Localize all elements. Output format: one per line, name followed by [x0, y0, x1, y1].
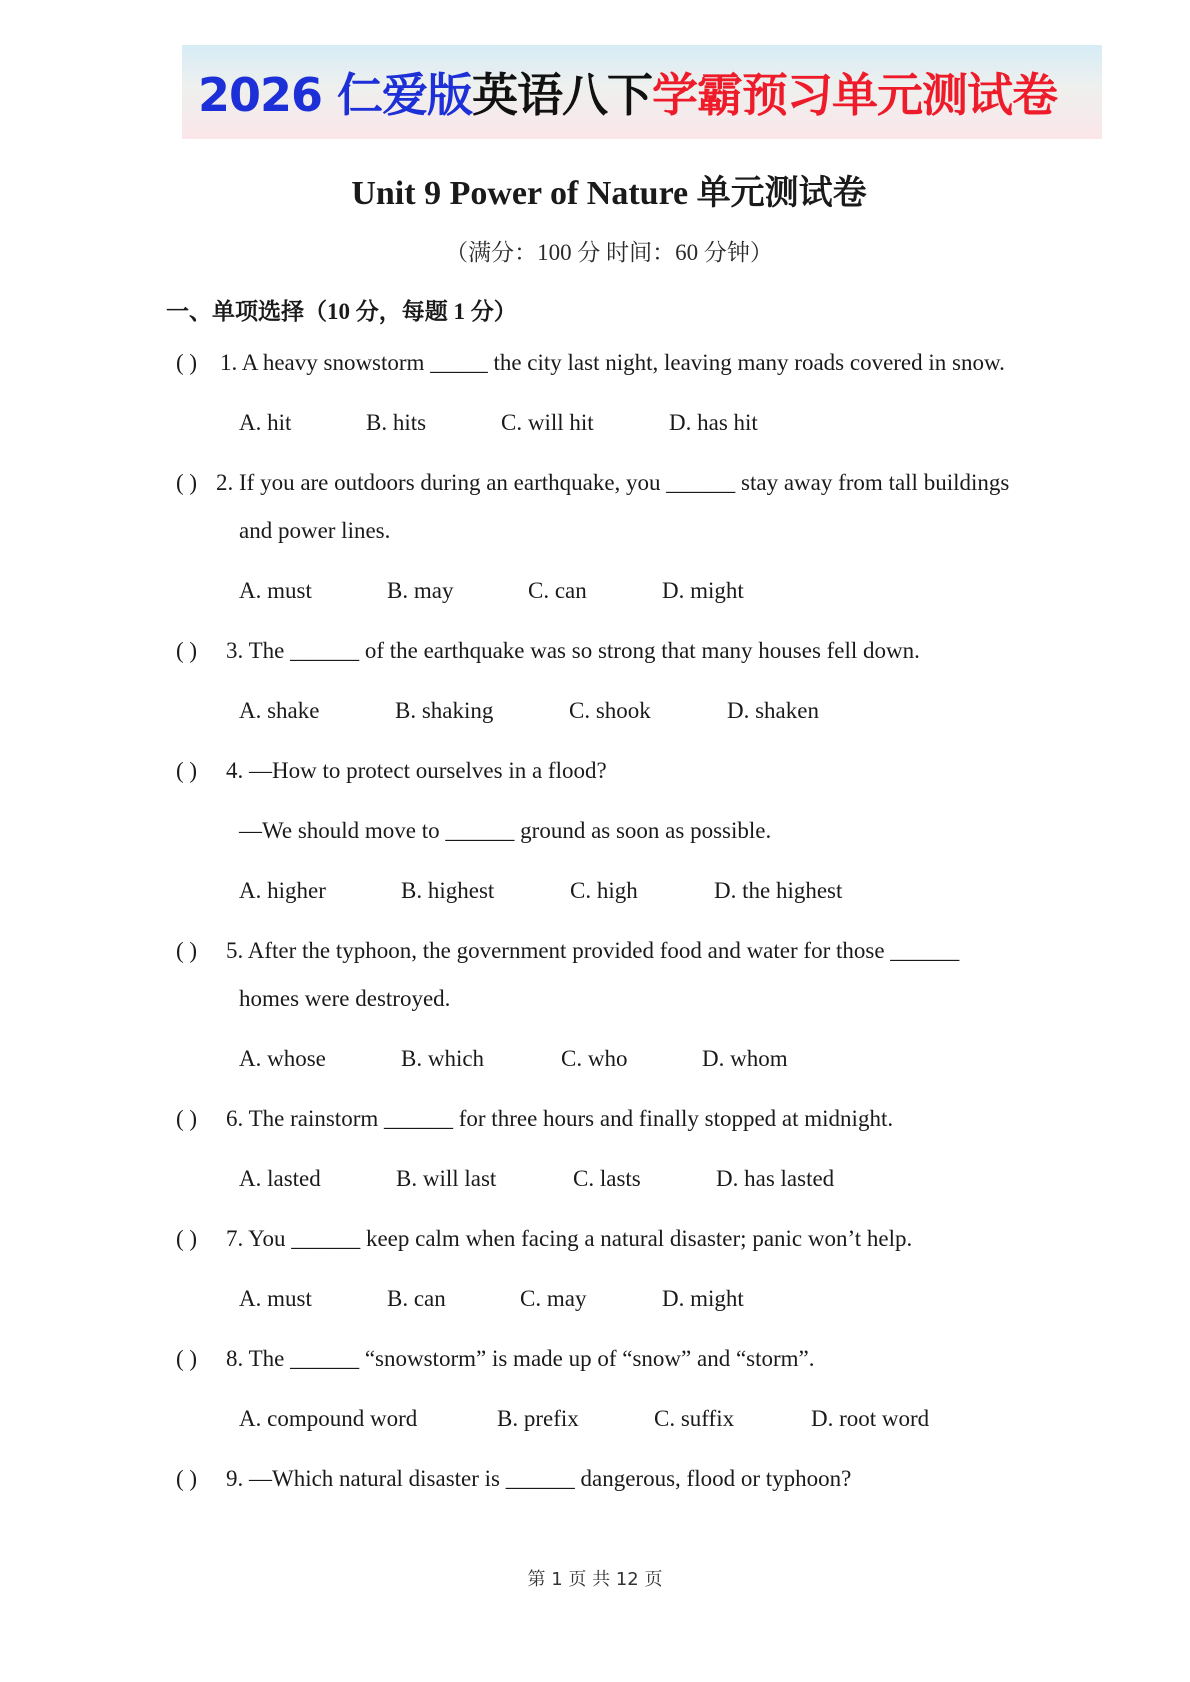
option-c: C. will hit [501, 410, 594, 435]
option-c: C. lasts [573, 1166, 641, 1191]
option-c: C. suffix [654, 1406, 735, 1431]
page-number: 第 1 页 共 12 页 [527, 1569, 663, 1590]
banner-subject: 英语八下 [472, 68, 653, 122]
question-stem: 2. If you are outdoors during an earthquake, you ______ stay away from tall buildings [216, 470, 1010, 495]
option-a: A. whose [239, 1046, 326, 1071]
question-stem: 7. You ______ keep calm when facing a natural disaster; panic won’t help. [226, 1226, 913, 1251]
option-a: A. must [239, 1286, 312, 1311]
question-8 [176, 1346, 815, 1372]
question-stem: 9. —Which natural disaster is ______ dangerous, flood or typhoon? [226, 1466, 852, 1491]
question-stem: 5. After the typhoon, the government provided food and water for those ______ [226, 938, 960, 963]
header-banner [182, 45, 1102, 139]
question-stem: 3. The ______ of the earthquake was so strong that many houses fell down. [226, 638, 920, 663]
question-1 [176, 350, 1005, 376]
question-7 [176, 1226, 912, 1252]
question-stem: 4. —How to protect ourselves in a flood? [226, 758, 607, 783]
option-b: B. hits [366, 410, 427, 435]
question-6 [176, 1106, 893, 1132]
option-a: A. higher [239, 878, 326, 903]
option-d: D. might [662, 578, 744, 603]
option-d: D. the highest [714, 878, 843, 903]
option-c: C. may [520, 1286, 587, 1311]
option-d: D. has hit [669, 410, 758, 435]
answer-paren: ( ) [176, 350, 198, 375]
question-stem-continued: homes were destroyed. [239, 986, 451, 1011]
question-stem: 1. A heavy snowstorm _____ the city last night, leaving many roads covered in snow. [220, 350, 1005, 375]
option-b: B. highest [401, 878, 495, 903]
question-3 [176, 638, 920, 664]
option-c: C. high [570, 878, 638, 903]
option-d: D. shaken [727, 698, 819, 723]
option-b: B. which [401, 1046, 485, 1071]
answer-paren: ( ) [176, 1346, 198, 1371]
option-d: D. might [662, 1286, 744, 1311]
question-stem: 6. The rainstorm ______ for three hours and finally stopped at midnight. [226, 1106, 894, 1131]
option-d: D. whom [702, 1046, 788, 1071]
option-b: B. may [387, 578, 454, 603]
option-b: B. can [387, 1286, 446, 1311]
page-title: Unit 9 Power of Nature 单元测试卷 [351, 175, 867, 212]
option-b: B. shaking [395, 698, 494, 723]
option-a: A. shake [239, 698, 320, 723]
question-stem-continued: —We should move to ______ ground as soon as possible. [239, 818, 772, 843]
option-c: C. who [561, 1046, 628, 1071]
option-b: B. will last [396, 1166, 497, 1191]
option-a: A. compound word [239, 1406, 418, 1431]
option-b: B. prefix [497, 1406, 579, 1431]
score-time-info: （满分：100 分 时间：60 分钟） [445, 240, 773, 265]
banner-year-edition: 2026 仁爱版 [198, 68, 473, 122]
question-9 [176, 1466, 851, 1492]
question-5 [176, 938, 959, 964]
answer-paren: ( ) [176, 1106, 198, 1131]
banner-test-name: 学霸预习单元测试卷 [652, 68, 1058, 122]
answer-paren: ( ) [176, 1466, 198, 1491]
answer-paren: ( ) [176, 638, 198, 663]
option-a: A. must [239, 578, 312, 603]
question-stem: 8. The ______ “snowstorm” is made up of “snow” and “storm”. [226, 1346, 815, 1371]
question-2 [176, 470, 1009, 496]
answer-paren: ( ) [176, 758, 198, 783]
question-4 [176, 758, 607, 784]
answer-paren: ( ) [176, 470, 198, 495]
option-c: C. can [528, 578, 587, 603]
answer-paren: ( ) [176, 938, 198, 963]
option-d: D. has lasted [716, 1166, 835, 1191]
option-a: A. lasted [239, 1166, 321, 1191]
answer-paren: ( ) [176, 1226, 198, 1251]
option-c: C. shook [569, 698, 651, 723]
option-a: A. hit [239, 410, 292, 435]
section-title: 一、单项选择（10 分，每题 1 分） [166, 299, 517, 324]
option-d: D. root word [811, 1406, 930, 1431]
question-stem-continued: and power lines. [239, 518, 391, 543]
